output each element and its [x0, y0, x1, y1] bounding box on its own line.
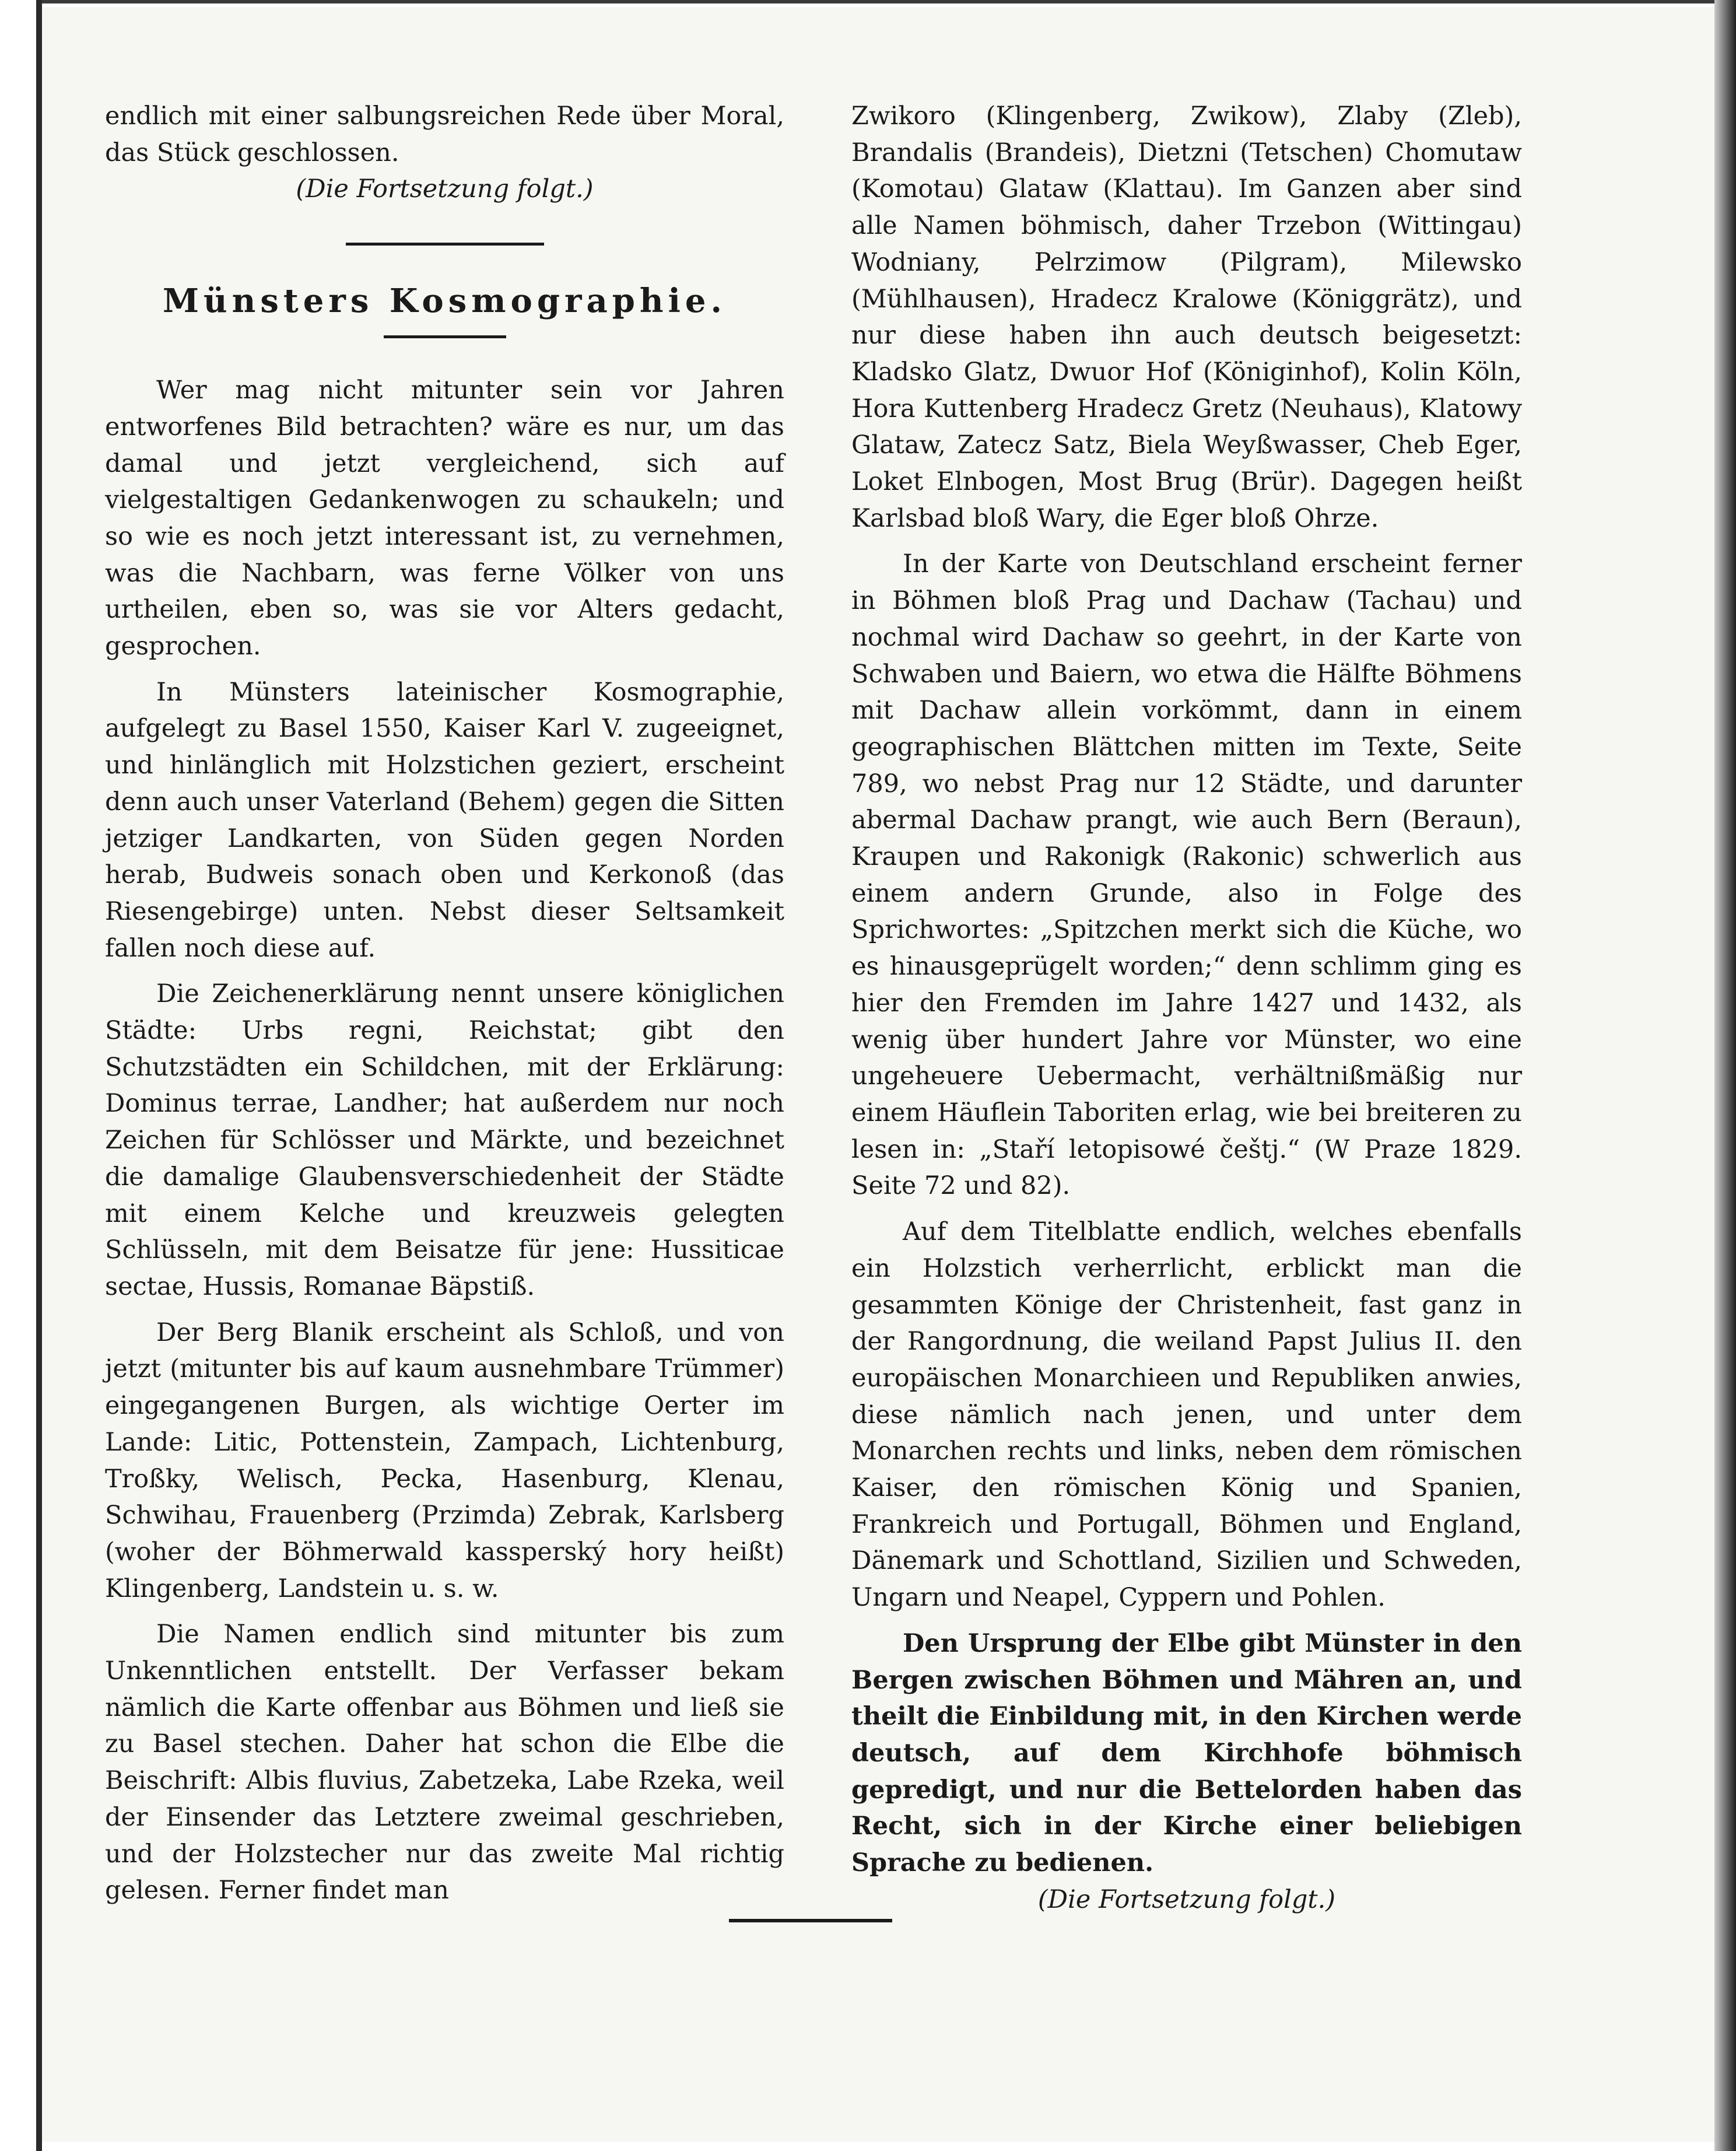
continuation-note: (Die Fortsetzung folgt.) — [1037, 1884, 1336, 1914]
paragraph: In der Karte von Deutschland erscheint ferner in Böhmen bloß Prag und Dachaw (Tachau) und nochmal wird Dachaw so geehrt, in der Karte von Schwaben und Baiern, wo etwa die Hälfte Böhmens mit Dachaw allein vorkömmt, dann in einem geographischen Blättchen mitten im Texte, Seite 789, wo nebst Prag nur 12 Städte, und darunter abermal Dachaw prangt, wie auch Bern (Beraun), Kraupen und Rakonigk (Rakonic) schwerlich aus einem andern Grunde, also in Folge des Sprichwortes: „Spitzchen merkt sich die Küche, wo es hinausgeprügelt worden;“ denn schlimm ging es hier den Fremden im Jahre 1427 und 1432, als wenig über hundert Jahre vor Münster, wo eine ungeheuere Uebermacht, verhältnißmäßig nur einem Häuflein Taboriten erlag, wie bei breiteren zu lesen in: „Staří letopisowé češtj.“ (W Praze 1829. Seite 72 und 82). — [851, 549, 1522, 1201]
right-column — [851, 98, 1522, 1918]
page-end-rule — [729, 1919, 892, 1922]
section-divider — [346, 243, 544, 246]
paragraph: Die Namen endlich sind mitunter bis zum Unkenntlichen entstellt. Der Verfasser bekam nämlich die Karte offenbar aus Böhmen und ließ sie zu Basel stechen. Daher hat schon die Elbe die Beischrift: Albis fluvius, Zabetzeka, Labe Rzeka, weil der Einsender das Letztere zweimal geschrieben, und der Holzstecher nur das zweite Mal richtig gelesen. Ferner findet man — [105, 1620, 784, 1905]
paragraph: Die Zeichenerklärung nennt unsere königlichen Städte: Urbs regni, Reichstat; gibt den Schutzstädten ein Schildchen, mit der Erklärung: Dominus terrae, Landher; hat außerdem nur noch Zeichen für Schlösser und Märkte, und bezeichnet die damalige Glaubensverschiedenheit der Städte mit einem Kelche und kreuzweis gelegten Schlüsseln, mit dem Beisatze für jene: Hussiticae sectae, Hussis, Romanae Bäpstiß. — [105, 979, 784, 1301]
article-title: Münsters Kosmographie. — [162, 282, 727, 321]
opening-lines: endlich mit einer salbungsreichen Rede über Moral, das Stück geschlossen. — [105, 101, 784, 167]
continuation-note: (Die Fortsetzung folgt.) — [296, 174, 594, 204]
title-underline — [384, 335, 506, 338]
page-edge-left — [36, 0, 42, 2151]
left-column — [105, 98, 784, 1909]
paragraph: Wer mag nicht mitunter sein vor Jahren entworfenes Bild betrachten? wäre es nur, um das damal und jetzt vergleichend, sich auf vielgestaltigen Gedankenwogen zu schaukeln; und so wie es noch jetzt interessant ist, zu vernehmen, was die Nachbarn, was ferne Völker von uns urtheilen, eben so, was sie vor Alters gedacht, gesprochen. — [105, 376, 784, 661]
paragraph: Zwikoro (Klingenberg, Zwikow), Zlaby (Zleb), Brandalis (Brandeis), Dietzni (Tetschen) Chomutaw (Komotau) Glataw (Klattau). Im Ganzen aber sind alle Namen böhmisch, daher Trzebon (Wittingau) Wodniany, Pelrzimow (Pilgram), Milewsko (Mühlhausen), Hradecz Kralowe (Königgrätz), und nur diese haben ihn auch deutsch beigesetzt: Kladsko Glatz, Dwuor Hof (Königinhof), Kolin Köln, Hora Kuttenberg Hradecz Gretz (Neuhaus), Klatowy Glataw, Zatecz Satz, Biela Weyßwasser, Cheb Eger, Loket Elnbogen, Most Brug (Brür). Dagegen heißt Karlsbad bloß Wary, die Eger bloß Ohrze. — [851, 101, 1522, 533]
paragraph: Den Ursprung der Elbe gibt Münster in den Bergen zwischen Böhmen und Mähren an, und theilt die Einbildung mit, in den Kirchen werde deutsch, auf dem Kirchhofe böhmisch gepredigt, und nur die Bettelorden haben das Recht, sich in der Kirche einer beliebigen Sprache zu bedienen. — [851, 1628, 1522, 1878]
paragraph: In Münsters lateinischer Kosmographie, aufgelegt zu Basel 1550, Kaiser Karl V. zugeeignet, und hinlänglich mit Holzstichen geziert, erscheint denn auch unser Vaterland (Behem) gegen die Sitten jetziger Landkarten, von Süden gegen Norden herab, Budweis sonach oben und Kerkonoß (das Riesengebirge) unten. Nebst dieser Seltsamkeit fallen noch diese auf. — [105, 677, 784, 963]
paragraph: Der Berg Blanik erscheint als Schloß, und von jetzt (mitunter bis auf kaum ausnehmbare Trümmer) eingegangenen Burgen, als wichtige Oerter im Lande: Litic, Pottenstein, Zampach, Lichtenburg, Troßky, Welisch, Pecka, Hasenburg, Klenau, Schwihau, Frauenberg (Przimda) Zebrak, Karlsberg (woher der Böhmerwald kassperský hory heißt) Klingenberg, Landstein u. s. w. — [105, 1318, 784, 1603]
page-edge-top — [36, 0, 1716, 3]
page-edge-right — [1714, 0, 1736, 2151]
paragraph: Auf dem Titelblatte endlich, welches ebenfalls ein Holzstich verherrlicht, erblickt man die gesammten Könige der Christenheit, fast ganz in der Rangordnung, die weiland Papst Julius II. den europäischen Monarchieen und Republiken anwies, diese nämlich nach jenen, und unter dem Monarchen rechts und links, neben dem römischen Kaiser, den römischen König und Spanien, Frankreich und Portugall, Böhmen und England, Dänemark und Schottland, Sizilien und Schweden, Ungarn und Neapel, Cyppern und Pohlen. — [851, 1217, 1522, 1613]
